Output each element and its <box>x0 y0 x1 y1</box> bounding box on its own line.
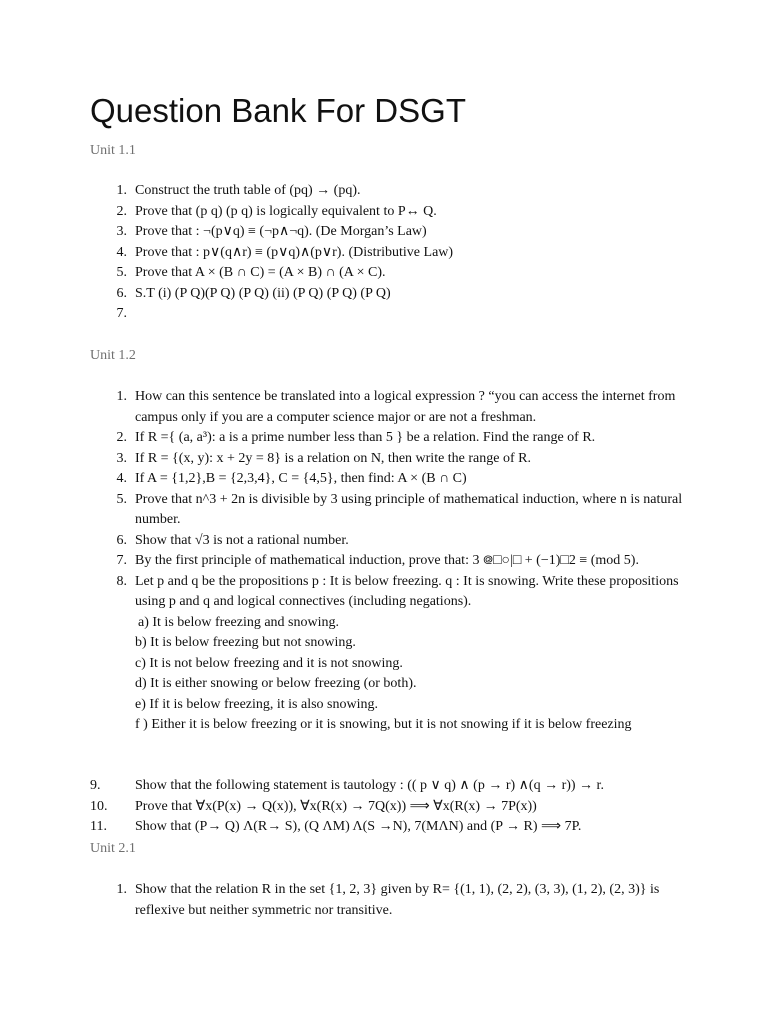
question-item <box>90 284 690 305</box>
question-item <box>90 304 690 325</box>
question-number: 4. <box>116 244 127 260</box>
unit-heading: Unit 1.2 <box>90 348 136 363</box>
question-text: Prove that (p q) (p q) is logically equivalent to P↔ Q. <box>135 203 437 219</box>
question-number: 8. <box>116 573 127 589</box>
unit-heading: Unit 1.1 <box>90 143 136 158</box>
question-text: Show that the following statement is tautology : (( p ∨ q) ∧ (p → r) ∧(q → r)) → r. <box>135 778 604 793</box>
question-item <box>90 817 690 838</box>
question-number: 7. <box>116 553 127 568</box>
question-item <box>90 469 690 490</box>
question-item <box>90 797 690 818</box>
question-list-unit-1-1 <box>90 181 690 325</box>
question-text: Show that √3 is not a rational number. <box>135 532 349 548</box>
question-item <box>90 572 690 736</box>
question-text: Prove that n^3 + 2n is divisible by 3 using principle of mathematical induction, where n is natural number. <box>135 491 683 527</box>
question-item <box>90 776 690 797</box>
question-text: If A = {1,2},B = {2,3,4}, C = {4,5}, then find: A × (B ∩ C) <box>135 471 467 486</box>
question-text: Construct the truth table of (pq) → (pq). <box>135 183 361 198</box>
question-number: 5. <box>116 491 127 507</box>
question-item <box>90 202 690 223</box>
question-number: 1. <box>116 882 127 897</box>
question-number: 5. <box>116 265 127 280</box>
question-list-unit-1-2-continued <box>90 776 690 838</box>
question-number: 2. <box>116 430 127 445</box>
question-number: 3. <box>116 450 127 466</box>
question-number: 7. <box>116 306 127 321</box>
sub-item: c) It is not below freezing and it is not snowing. <box>135 655 403 671</box>
question-item <box>90 449 690 470</box>
question-item <box>90 490 690 531</box>
question-text: Let p and q be the propositions p : It is below freezing. q : It is snowing. Write these propositions using p and q and logical connectives (including negations). <box>135 573 679 609</box>
question-number: 11. <box>90 819 107 834</box>
question-text: If R = {(x, y): x + 2y = 8} is a relation on N, then write the range of R. <box>135 450 531 466</box>
question-text: Prove that : ¬(p∨q) ≡ (¬p∧¬q). (De Morgan’s Law) <box>135 224 427 239</box>
question-text: If R ={ (a, a³): a is a prime number less than 5 } be a relation. Find the range of R. <box>135 430 596 445</box>
question-number: 4. <box>116 471 127 486</box>
question-number: 9. <box>90 778 101 793</box>
question-item <box>90 531 690 552</box>
question-number: 1. <box>116 389 127 404</box>
question-item <box>90 428 690 449</box>
question-text-block <box>135 572 690 736</box>
question-item <box>90 243 690 264</box>
question-item <box>90 387 690 428</box>
question-text: S.T (i) (P Q)(P Q) (P Q) (ii) (P Q) (P Q) (P Q) <box>135 285 391 301</box>
question-item <box>90 551 690 572</box>
sub-item: d) It is either snowing or below freezing (or both). <box>135 676 417 691</box>
question-item <box>90 880 690 921</box>
question-number: 1. <box>116 183 127 198</box>
question-item <box>90 222 690 243</box>
question-item <box>90 263 690 284</box>
page-title: Question Bank For DSGT <box>90 92 466 129</box>
question-text: By the first principle of mathematical induction, prove that: 3 ᪤□○|□ + (−1)□2 ≡ (mod 5). <box>135 553 639 568</box>
question-number: 2. <box>116 203 127 219</box>
unit-heading: Unit 2.1 <box>90 841 136 856</box>
question-item <box>90 181 690 202</box>
sub-item: e) If it is below freezing, it is also snowing. <box>135 696 379 712</box>
question-text: Show that the relation R in the set {1, 2, 3} given by R= {(1, 1), (2, 2), (3, 3), (1, 2), (2, 3)} is reflexive but neither symmetric nor transitive. <box>135 882 660 918</box>
sub-item: f ) Either it is below freezing or it is snowing, but it is not snowing if it is below freezing <box>135 717 632 732</box>
question-number: 10. <box>90 798 108 814</box>
question-text: Prove that ∀x(P(x) → Q(x)), ∀x(R(x) → 7Q(x)) ⟹ ∀x(R(x) → 7P(x)) <box>135 798 537 814</box>
question-number: 3. <box>116 224 127 239</box>
question-list-unit-1-2 <box>90 387 690 736</box>
question-text: Prove that A × (B ∩ C) = (A × B) ∩ (A × C). <box>135 265 386 280</box>
question-text: How can this sentence be translated into a logical expression ? “you can access the internet from campus only if you are a computer science major or are not a freshman. <box>135 389 676 425</box>
sub-item: a) It is below freezing and snowing. <box>138 614 339 630</box>
question-list-unit-2-1 <box>90 880 690 921</box>
question-text: Show that (P→ Q) Λ(R→ S), (Q ΛM) Λ(S →N), 7(MΛN) and (P → R) ⟹ 7P. <box>135 819 582 834</box>
question-text: Prove that : p∨(q∧r) ≡ (p∨q)∧(p∨r). (Distributive Law) <box>135 244 454 260</box>
question-number: 6. <box>116 285 127 301</box>
sub-item: b) It is below freezing but not snowing. <box>135 635 356 650</box>
question-number: 6. <box>116 532 127 548</box>
question-text <box>135 304 690 325</box>
